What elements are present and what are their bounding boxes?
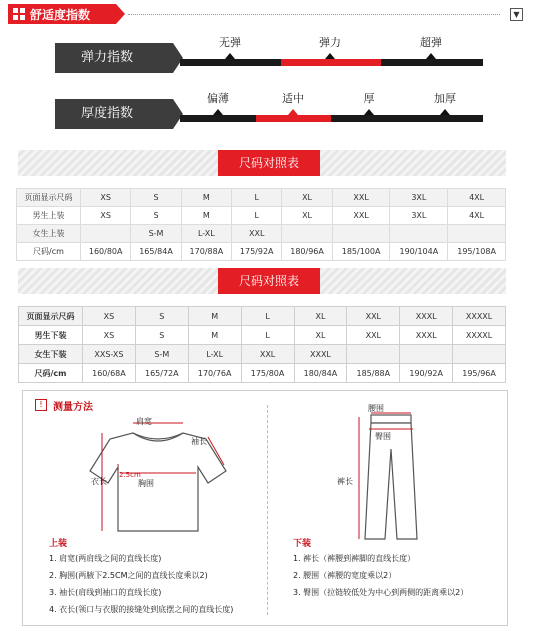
table-cell (347, 345, 400, 364)
inseam-label: 裤长 (337, 477, 353, 486)
bottom-section-title: 下装 (293, 539, 312, 549)
scale-mark-selected: 弹力 (319, 36, 341, 49)
length-label: 衣长 (91, 477, 107, 486)
table-cell (453, 345, 506, 364)
table-row (19, 307, 506, 326)
chevron-down-icon[interactable]: ▼ (510, 8, 523, 21)
table-cell: 165/72A (135, 364, 188, 383)
chest-label: 胸围 (138, 479, 154, 488)
section-header (0, 0, 548, 30)
thickness-label: 厚度指数 (55, 99, 173, 129)
table-cell: 180/84A (294, 364, 347, 383)
table-cell: 4XL (448, 189, 506, 207)
table-cell (400, 345, 453, 364)
table-cell: XL (294, 326, 347, 345)
size-chart-banner (18, 268, 506, 294)
row-header-cell: 女生下装 (19, 345, 83, 364)
table-cell (332, 225, 390, 243)
shoulder-label: 肩宽 (136, 417, 152, 426)
scale-pointer (225, 53, 235, 59)
list-item: 3. 臀围（拉链较低处为中心到两侧的距离乘以2） (293, 588, 469, 597)
table-cell: L (241, 307, 294, 326)
table-cell: 160/68A (83, 364, 136, 383)
table-cell: 175/92A (232, 243, 282, 261)
table-cell: L (241, 326, 294, 345)
table-row (17, 189, 506, 207)
row-header-cell: 男生上装 (17, 207, 81, 225)
table-cell: 185/100A (332, 243, 390, 261)
size-chart-banner (18, 150, 506, 176)
row-header-cell: 男生下装 (19, 326, 83, 345)
scale-mark-selected: 适中 (282, 92, 304, 105)
table-cell: M (181, 189, 231, 207)
selected-segment (281, 59, 381, 66)
table-cell: XXXL (294, 345, 347, 364)
pants-diagram (343, 409, 433, 544)
table-cell: 170/88A (181, 243, 231, 261)
elasticity-label: 弹力指数 (55, 43, 173, 73)
table-cell: XXL (347, 307, 400, 326)
table-cell: XXL (232, 225, 282, 243)
scale-pointer (426, 53, 436, 59)
table-cell: XL (294, 307, 347, 326)
table-cell: XXL (332, 207, 390, 225)
list-item: 1. 肩宽(两肩线之间的直线长度) (49, 554, 162, 563)
scale-pointer (288, 109, 298, 115)
table-cell: XXS-XS (83, 345, 136, 364)
header-tag (8, 4, 116, 24)
measurement-panel (22, 390, 508, 626)
hip-label: 臀围 (375, 432, 391, 441)
table-cell: L-XL (188, 345, 241, 364)
table-cell (390, 225, 448, 243)
scale-pointer (440, 109, 450, 115)
sleeve-label: 袖长 (191, 437, 207, 446)
table-cell: M (188, 326, 241, 345)
scale-bar (180, 115, 483, 122)
selected-segment (256, 115, 331, 122)
table-cell: 4XL (448, 207, 506, 225)
table-cell: 160/80A (81, 243, 131, 261)
dotted-divider (128, 14, 500, 15)
list-item: 4. 衣长(领口与衣服的接缝处到底摆之间的直线长度) (49, 605, 234, 614)
table-cell: XXXL (400, 326, 453, 345)
list-item: 2. 胸围(两腋下2.5CM之间的直线长度乘以2) (49, 571, 208, 580)
table-row (19, 364, 506, 383)
table-cell: 170/76A (188, 364, 241, 383)
list-item: 1. 裤长（裤腰到裤脚的直线长度） (293, 554, 416, 563)
table-cell: 185/88A (347, 364, 400, 383)
table-row (17, 207, 506, 225)
row-header-cell: 女生上装 (17, 225, 81, 243)
scale-mark: 无弹 (219, 36, 241, 49)
size-chart-title: 尺码对照表 (218, 268, 320, 294)
bottom-size-table (18, 306, 506, 383)
table-cell: XXXXL (453, 326, 506, 345)
dashed-divider (267, 405, 268, 615)
table-cell (81, 225, 131, 243)
info-icon: ! (35, 399, 47, 411)
table-cell: XL (282, 189, 332, 207)
table-cell: XS (81, 189, 131, 207)
table-cell: M (181, 207, 231, 225)
table-cell: S (135, 326, 188, 345)
scale-mark: 偏薄 (207, 92, 229, 105)
table-cell: S-M (131, 225, 181, 243)
scale-pointer (325, 53, 335, 59)
table-cell: XL (282, 207, 332, 225)
size-chart-title: 尺码对照表 (218, 150, 320, 176)
grid-icon (13, 8, 25, 20)
table-cell: L (232, 189, 282, 207)
header-title: 舒适度指数 (30, 8, 91, 22)
table-cell: S (131, 207, 181, 225)
table-cell (448, 225, 506, 243)
table-cell: XXXL (400, 307, 453, 326)
table-cell: M (188, 307, 241, 326)
top-measure-list (49, 550, 233, 618)
table-cell: 195/108A (448, 243, 506, 261)
table-cell: S-M (135, 345, 188, 364)
row-header-cell: 尺码/cm (19, 364, 83, 383)
table-cell: XXL (347, 326, 400, 345)
elasticity-scale (55, 36, 483, 73)
table-cell: 175/80A (241, 364, 294, 383)
list-item: 3. 袖长(肩线到袖口的直线长度) (49, 588, 162, 597)
table-cell: 190/92A (400, 364, 453, 383)
measure-title: 测量方法 (53, 402, 93, 413)
table-cell: 165/84A (131, 243, 181, 261)
scale-pointer (213, 109, 223, 115)
table-row (19, 345, 506, 364)
table-cell: 190/104A (390, 243, 448, 261)
table-cell: XS (83, 326, 136, 345)
table-cell: XXL (241, 345, 294, 364)
table-cell: L-XL (181, 225, 231, 243)
table-cell: L (232, 207, 282, 225)
table-cell: XS (83, 307, 136, 326)
scale-mark: 超弹 (420, 36, 442, 49)
top-section-title: 上装 (49, 539, 68, 549)
scale-mark: 加厚 (434, 92, 456, 105)
table-cell: 3XL (390, 207, 448, 225)
table-cell: S (131, 189, 181, 207)
table-cell: XXL (332, 189, 390, 207)
table-cell (282, 225, 332, 243)
table-cell: 195/96A (453, 364, 506, 383)
table-cell: XS (81, 207, 131, 225)
offset-label: 2.5cm (119, 471, 141, 479)
bottom-measure-list (293, 550, 468, 601)
row-header-cell: 页面显示尺码 (19, 307, 83, 326)
list-item: 2. 腰围（裤腰的宽度乘以2） (293, 571, 397, 580)
scale-pointer (364, 109, 374, 115)
top-size-table (16, 188, 506, 261)
table-cell: 3XL (390, 189, 448, 207)
table-row (17, 243, 506, 261)
table-row (19, 326, 506, 345)
table-cell: XXXXL (453, 307, 506, 326)
thickness-scale (55, 92, 483, 129)
scale-mark: 厚 (363, 92, 375, 105)
row-header-cell: 页面显示尺码 (17, 189, 81, 207)
row-header-cell: 尺码/cm (17, 243, 81, 261)
table-row (17, 225, 506, 243)
waist-label: 腰围 (368, 404, 384, 413)
table-cell: 180/96A (282, 243, 332, 261)
table-cell: S (135, 307, 188, 326)
